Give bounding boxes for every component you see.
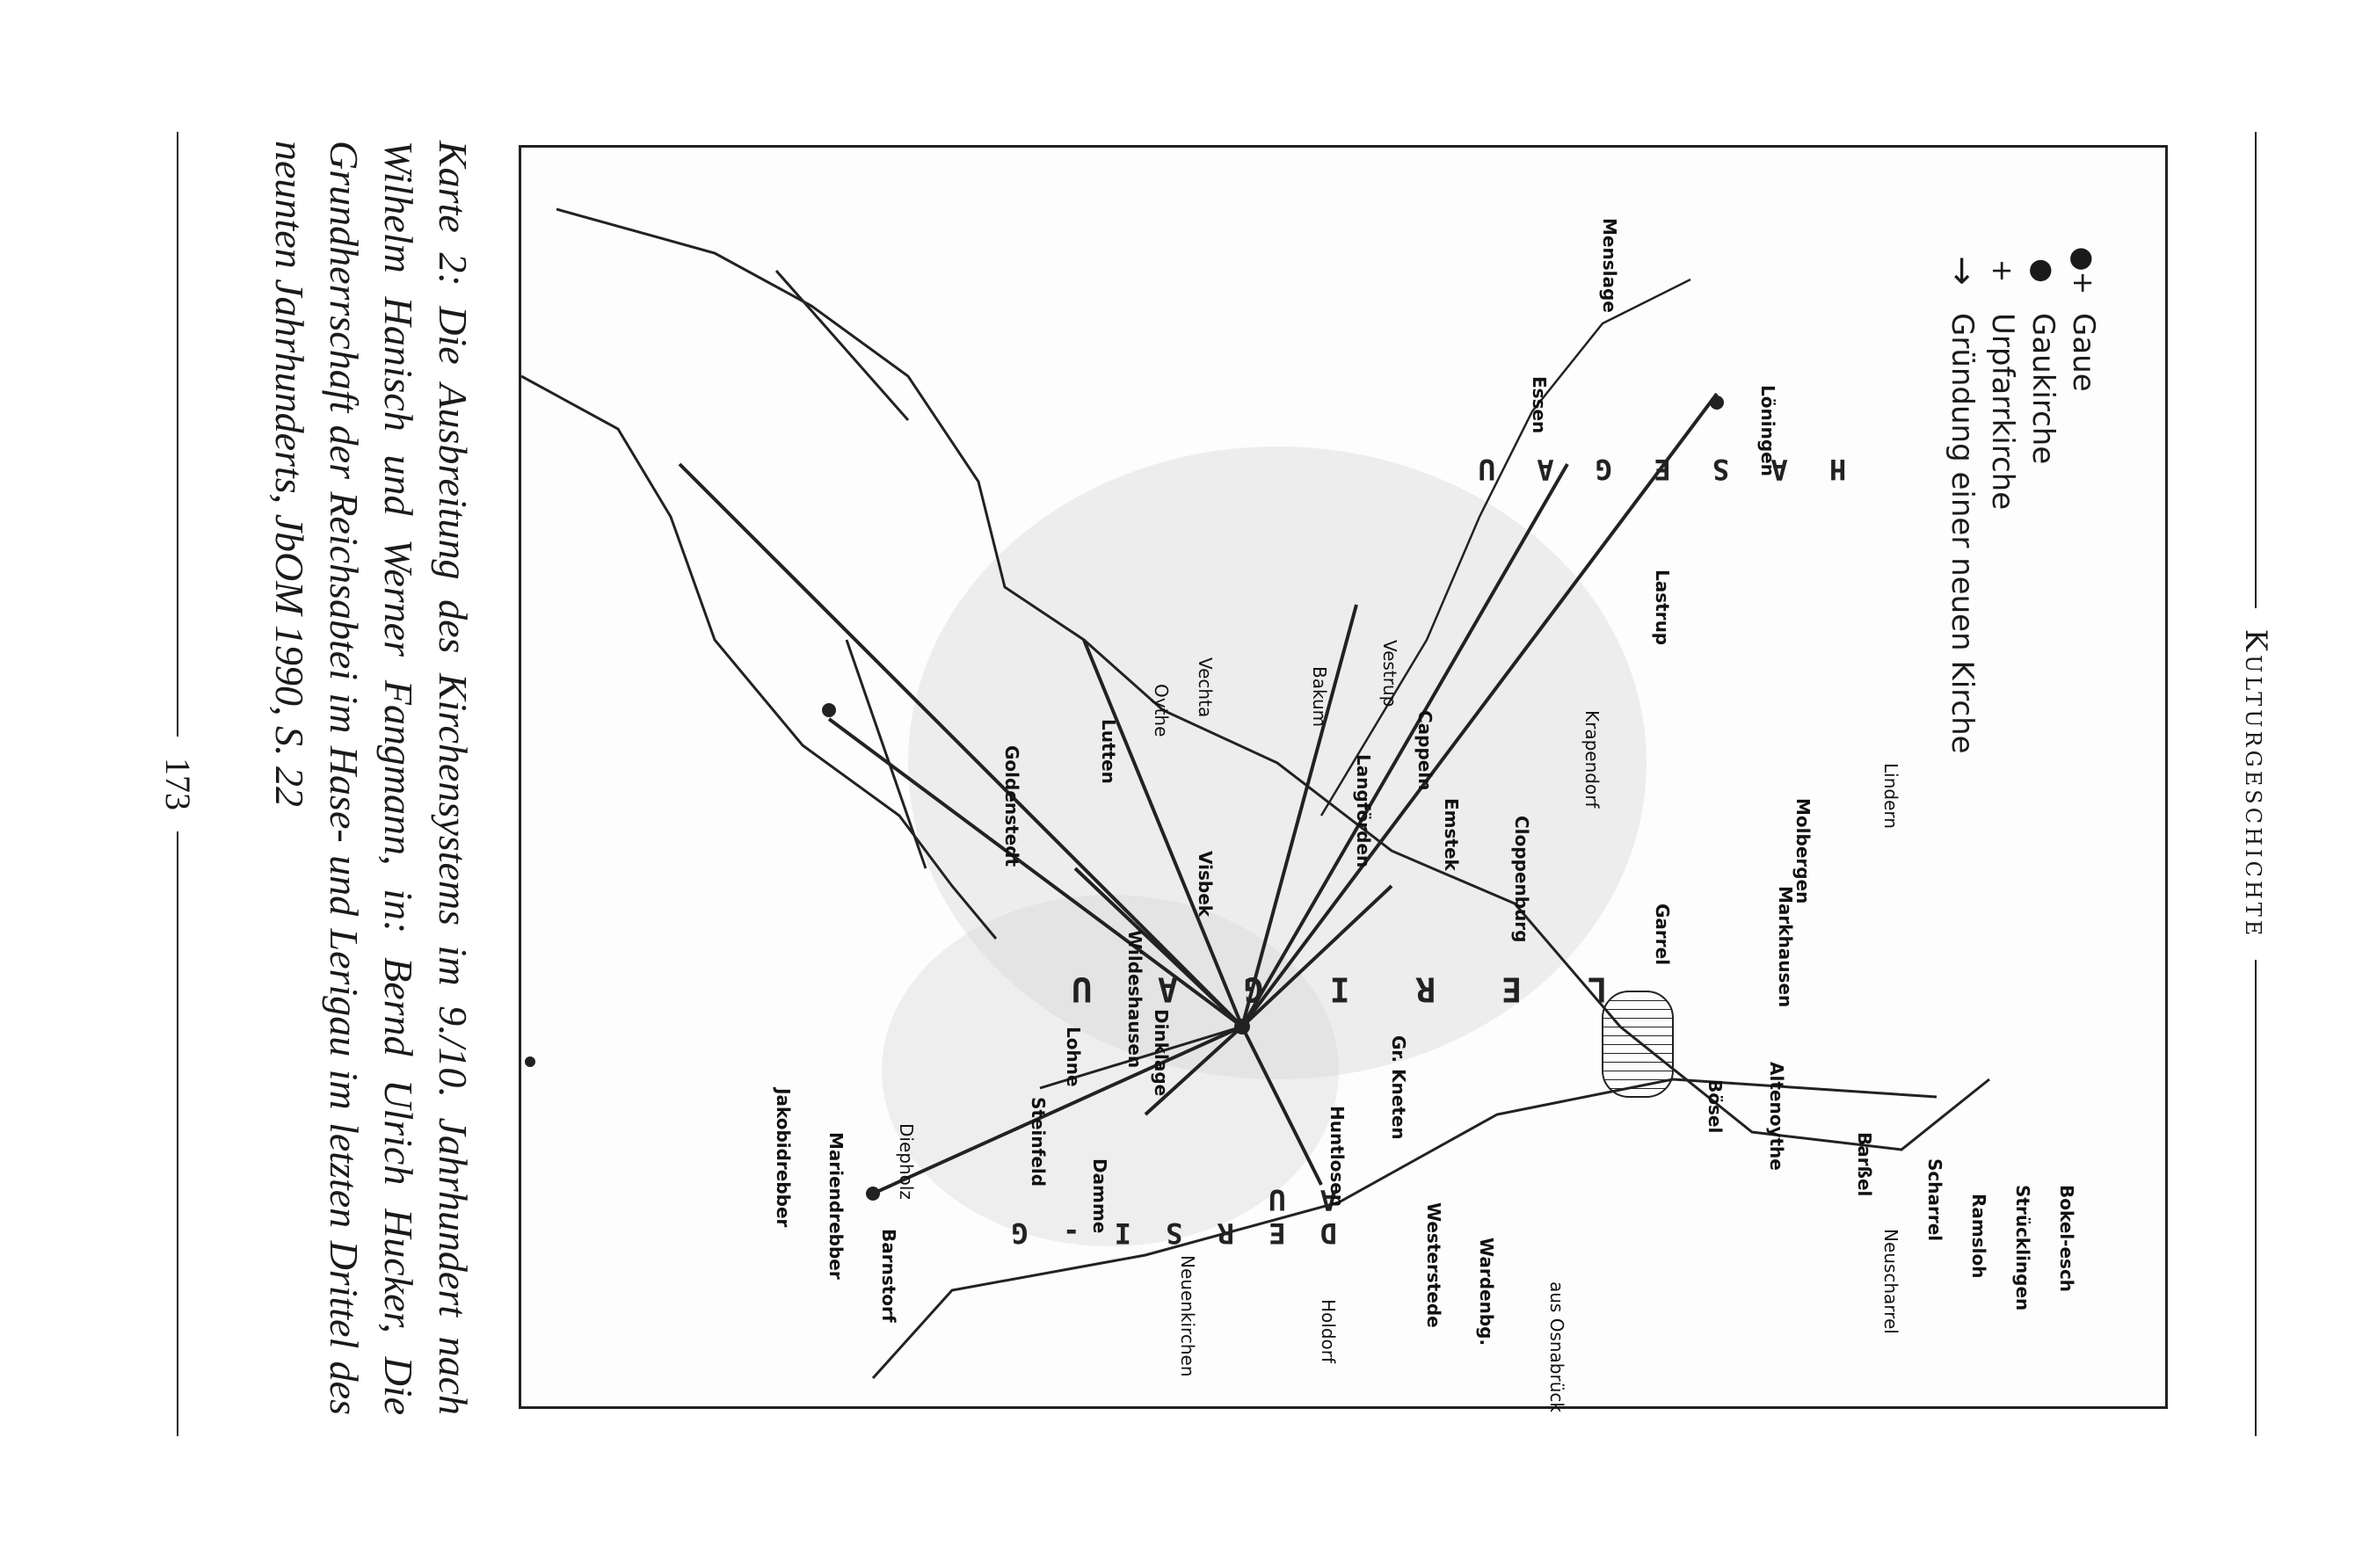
place-label: Cappeln bbox=[1414, 710, 1436, 791]
place-label: Scharrel bbox=[1924, 1158, 1945, 1242]
place-label: Goldenstedt bbox=[1001, 745, 1022, 867]
gau-label-lerigau: L E R I G A U bbox=[1049, 969, 1608, 1009]
gau-label-dersigau: D E R S I - G A U bbox=[1002, 1183, 1337, 1250]
legend-row-gaukirche bbox=[2023, 244, 2063, 789]
place-label: Gr. Kneten bbox=[1388, 1035, 1409, 1140]
dot-barnstorf bbox=[866, 1187, 880, 1201]
legend-label-urpfarrkirche: Urpfarrkirche bbox=[1985, 313, 2020, 511]
place-label: Krapendorf bbox=[1581, 710, 1603, 809]
page-number: 173 bbox=[158, 758, 198, 810]
place-label: Lutten bbox=[1098, 719, 1119, 784]
place-label: Essen bbox=[1529, 376, 1550, 434]
map-legend bbox=[1942, 244, 2104, 789]
place-label: Lindern bbox=[1880, 763, 1901, 829]
head-rule-left bbox=[2255, 132, 2257, 608]
place-label: Dinklage bbox=[1151, 1009, 1172, 1097]
gau-label-hasegau: H A S E G A U bbox=[1465, 453, 1847, 487]
place-label: Vechta bbox=[1195, 657, 1216, 718]
place-label: Huntlosen bbox=[1327, 1106, 1348, 1208]
place-label: Barnstorf bbox=[878, 1229, 899, 1323]
place-label: Bösel bbox=[1705, 1079, 1726, 1134]
gau-symbol-icon: ●+ bbox=[2067, 246, 2100, 295]
dot-loeningen bbox=[1710, 396, 1724, 410]
legend-row-gaue bbox=[2063, 244, 2104, 789]
legend-row-gruendung bbox=[1942, 244, 1982, 789]
place-label: Cloppenburg bbox=[1511, 816, 1532, 943]
map-figure bbox=[519, 145, 2168, 1412]
cross-icon: + bbox=[1986, 258, 2019, 283]
place-label: Molbergen bbox=[1792, 798, 1814, 904]
legend-label-gruendung: Gründung einer neuen Kirche bbox=[1945, 313, 1980, 754]
place-label: Neuenkirchen bbox=[1177, 1255, 1198, 1377]
place-label: Visbek bbox=[1195, 851, 1216, 918]
dot-extra bbox=[525, 1056, 535, 1067]
place-label: Lastrup bbox=[1652, 570, 1673, 646]
place-label: Barßel bbox=[1854, 1132, 1875, 1197]
place-label: aus Osnabrück bbox=[1546, 1281, 1567, 1412]
place-label: Bokel-esch bbox=[2056, 1185, 2077, 1293]
legend-label-gaue: Gaue bbox=[2066, 313, 2101, 392]
place-label: Wardenbg. bbox=[1476, 1238, 1497, 1347]
place-label: Oythe bbox=[1151, 684, 1172, 737]
page-footer bbox=[157, 132, 199, 1436]
place-label: Damme bbox=[1089, 1158, 1110, 1234]
map-drawing bbox=[521, 148, 2165, 1406]
place-label: Neuscharrel bbox=[1880, 1229, 1901, 1334]
place-label: Garrel bbox=[1652, 904, 1673, 966]
legend-row-urpfarrkirche bbox=[1982, 244, 2023, 789]
hub-dot bbox=[1234, 1019, 1250, 1034]
place-label: Strücklingen bbox=[2012, 1185, 2033, 1311]
place-label: Langförden bbox=[1353, 754, 1374, 868]
place-label: Bakum bbox=[1309, 666, 1330, 728]
place-label: Westerstede bbox=[1423, 1202, 1444, 1328]
place-label: Jakobidrebber bbox=[773, 1088, 794, 1228]
legend-label-gaukirche: Gaukirche bbox=[2025, 313, 2061, 465]
running-head bbox=[2238, 132, 2273, 1436]
arrow-icon: → bbox=[1942, 256, 1982, 286]
spoke-barssel bbox=[776, 271, 908, 420]
gaukirche-dot-icon: ● bbox=[2026, 258, 2060, 283]
lake bbox=[1603, 991, 1673, 1097]
place-label: Vestrup bbox=[1379, 640, 1400, 708]
figure-caption: Karte 2: Die Ausbreitung des Kirchensystems im 9./10. Jahrhundert nach Wilhelm Hanisch und Werner Fangmann, in: Bernd Ulrich Hucker, Die Grundherrschaft der Reichsabtei im Hase- und Lerigau im letzten Drittel des neunten Jahrhunderts, JbOM 1990, S. 22 bbox=[267, 141, 476, 1415]
place-label: Lohne bbox=[1063, 1027, 1084, 1087]
place-label: Markhausen bbox=[1775, 886, 1796, 1008]
place-label: Ramsloh bbox=[1968, 1194, 1989, 1279]
place-label: Wildeshausen bbox=[1124, 930, 1145, 1069]
running-head-title: Kulturgeschichte bbox=[2238, 628, 2273, 940]
footer-rule-right bbox=[178, 831, 179, 1436]
place-label: Löningen bbox=[1757, 385, 1778, 476]
place-label: Altenoythe bbox=[1766, 1062, 1787, 1171]
place-label: Diepholz bbox=[896, 1123, 917, 1200]
head-rule-right bbox=[2255, 960, 2257, 1436]
dot-wildeshausen bbox=[822, 703, 836, 717]
place-label: Menslage bbox=[1599, 218, 1620, 313]
place-label: Steinfeld bbox=[1028, 1097, 1049, 1187]
place-label: Emstek bbox=[1441, 798, 1462, 871]
footer-rule-left bbox=[178, 132, 179, 737]
place-label: Holdorf bbox=[1318, 1299, 1339, 1364]
place-label: Mariendrebber bbox=[825, 1132, 847, 1280]
